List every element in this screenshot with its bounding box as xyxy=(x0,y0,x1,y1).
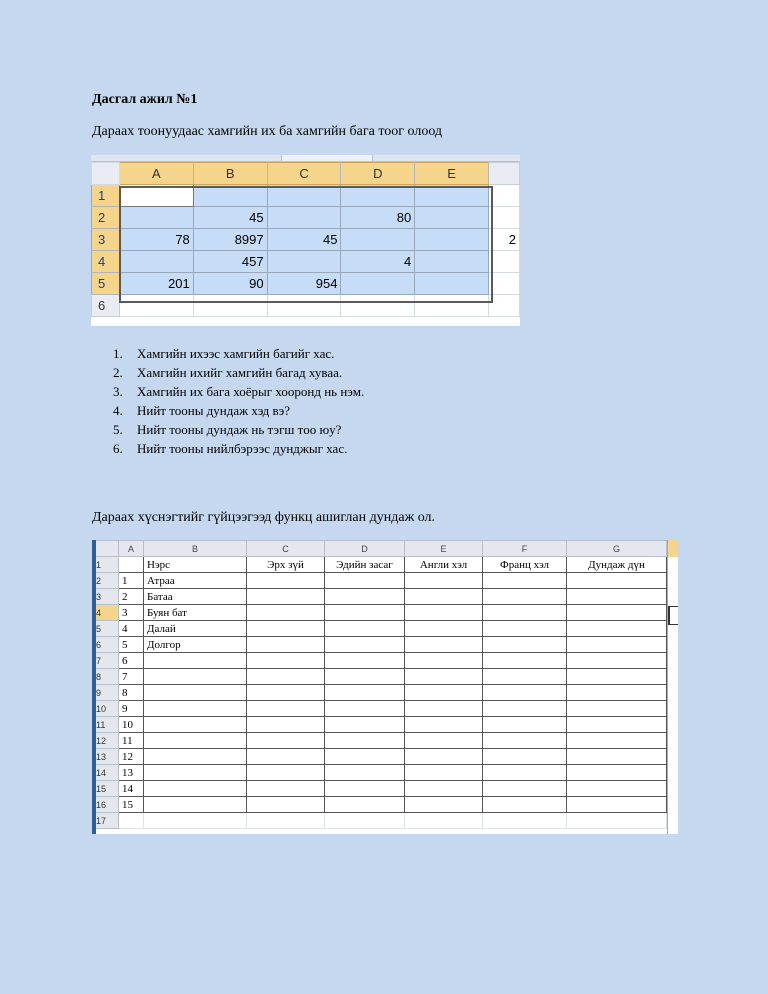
cell[interactable] xyxy=(483,749,567,765)
cell-index[interactable]: 4 xyxy=(119,621,144,637)
list-item xyxy=(92,382,364,401)
list-item xyxy=(92,401,364,420)
cell[interactable] xyxy=(247,669,325,685)
row-header[interactable]: 5 xyxy=(92,273,120,295)
cell[interactable] xyxy=(325,669,405,685)
table-row xyxy=(93,733,667,749)
table-row xyxy=(93,749,667,765)
cell[interactable]: 80 xyxy=(341,207,415,229)
cell[interactable] xyxy=(193,185,267,207)
cell[interactable] xyxy=(325,573,405,589)
row-header[interactable]: 11 xyxy=(93,717,119,733)
cell[interactable] xyxy=(267,185,341,207)
cell[interactable] xyxy=(325,765,405,781)
cell[interactable] xyxy=(341,229,415,251)
cell-name[interactable] xyxy=(144,765,247,781)
cell[interactable] xyxy=(247,749,325,765)
cell[interactable]: 201 xyxy=(119,273,193,295)
cell[interactable] xyxy=(483,637,567,653)
cell-index[interactable]: 9 xyxy=(119,701,144,717)
cell[interactable] xyxy=(325,701,405,717)
row-header[interactable]: 3 xyxy=(93,589,119,605)
row-header[interactable]: 9 xyxy=(93,685,119,701)
list-number: 6. xyxy=(113,441,123,456)
cell[interactable] xyxy=(247,605,325,621)
table-row xyxy=(93,685,667,701)
cell[interactable] xyxy=(483,797,567,813)
row-header[interactable]: 15 xyxy=(93,781,119,797)
cell[interactable] xyxy=(483,733,567,749)
column-header[interactable] xyxy=(489,163,520,185)
table-row xyxy=(93,765,667,781)
cell[interactable] xyxy=(483,717,567,733)
cell[interactable] xyxy=(119,295,193,317)
cell-index[interactable]: 14 xyxy=(119,781,144,797)
row-header[interactable]: 16 xyxy=(93,797,119,813)
table-row xyxy=(93,797,667,813)
table-row xyxy=(93,781,667,797)
ribbon-edge xyxy=(91,155,520,162)
cell[interactable]: 2 xyxy=(489,229,520,251)
cell[interactable] xyxy=(325,685,405,701)
cell[interactable] xyxy=(325,797,405,813)
cell[interactable] xyxy=(119,251,193,273)
cell[interactable]: 90 xyxy=(193,273,267,295)
header-cell-english[interactable]: Англи хэл xyxy=(405,557,483,573)
cell[interactable] xyxy=(247,797,325,813)
list-number: 4. xyxy=(113,403,123,418)
list-text: Нийт тооны дундаж нь тэгш тоо юу? xyxy=(137,422,342,437)
cell[interactable] xyxy=(567,749,667,765)
cell[interactable] xyxy=(483,589,567,605)
cell-name[interactable]: Долгор xyxy=(144,637,247,653)
cell[interactable] xyxy=(483,653,567,669)
cell[interactable] xyxy=(567,797,667,813)
cell[interactable] xyxy=(489,273,520,295)
table-row xyxy=(93,669,667,685)
cell-name[interactable] xyxy=(144,717,247,733)
cell[interactable] xyxy=(405,605,483,621)
active-cell[interactable] xyxy=(119,185,193,207)
list-text: Нийт тооны дундаж хэд вэ? xyxy=(137,403,290,418)
column-header[interactable]: F xyxy=(483,541,567,557)
spreadsheet-1-grid xyxy=(91,162,520,317)
cell-index[interactable]: 12 xyxy=(119,749,144,765)
column-header[interactable]: G xyxy=(567,541,667,557)
column-header[interactable]: D xyxy=(325,541,405,557)
row-header[interactable]: 3 xyxy=(92,229,120,251)
cell[interactable] xyxy=(415,251,489,273)
cell[interactable] xyxy=(247,733,325,749)
cell[interactable] xyxy=(247,621,325,637)
table-row xyxy=(93,701,667,717)
cell[interactable] xyxy=(405,589,483,605)
cell[interactable] xyxy=(489,295,520,317)
cell[interactable] xyxy=(405,717,483,733)
cell[interactable]: 45 xyxy=(193,207,267,229)
cell-name[interactable] xyxy=(144,781,247,797)
cell[interactable] xyxy=(483,621,567,637)
cell[interactable] xyxy=(489,185,520,207)
select-all-corner[interactable] xyxy=(93,541,119,557)
cell[interactable] xyxy=(405,653,483,669)
table-row xyxy=(93,621,667,637)
instruction-1: Дараах тоонуудаас хамгийн их ба хамгийн бага тоог олоод xyxy=(92,124,443,139)
cell-index[interactable]: 1 xyxy=(119,573,144,589)
row-header[interactable]: 2 xyxy=(93,573,119,589)
cell[interactable] xyxy=(267,251,341,273)
cell-index[interactable]: 3 xyxy=(119,605,144,621)
cell[interactable] xyxy=(567,685,667,701)
cell[interactable] xyxy=(405,637,483,653)
cell[interactable] xyxy=(247,813,325,829)
next-column-edge xyxy=(667,540,678,834)
cell-name[interactable] xyxy=(144,701,247,717)
cell-index[interactable]: 8 xyxy=(119,685,144,701)
cell[interactable] xyxy=(341,185,415,207)
cell[interactable] xyxy=(247,781,325,797)
cell[interactable] xyxy=(567,637,667,653)
cell-name[interactable]: Атраа xyxy=(144,573,247,589)
table-row xyxy=(93,605,667,621)
cell[interactable] xyxy=(567,733,667,749)
list-number: 2. xyxy=(113,365,123,380)
page-title: Дасгал ажил №1 xyxy=(92,92,198,107)
cell[interactable] xyxy=(325,653,405,669)
cell[interactable] xyxy=(483,669,567,685)
cell[interactable] xyxy=(483,605,567,621)
cell[interactable] xyxy=(567,589,667,605)
table-row xyxy=(93,653,667,669)
cell[interactable] xyxy=(325,781,405,797)
table-row xyxy=(93,589,667,605)
cell[interactable] xyxy=(405,573,483,589)
row-header[interactable]: 4 xyxy=(93,605,119,621)
cell[interactable] xyxy=(567,621,667,637)
cell-name[interactable]: Буян бат xyxy=(144,605,247,621)
cell[interactable]: 45 xyxy=(267,229,341,251)
cell-name[interactable] xyxy=(144,653,247,669)
list-text: Нийт тооны нийлбэрээс дунджыг хас. xyxy=(137,441,348,456)
cell[interactable] xyxy=(567,717,667,733)
cell-name[interactable] xyxy=(144,733,247,749)
cell[interactable] xyxy=(267,207,341,229)
list-item xyxy=(92,439,364,458)
cell[interactable] xyxy=(325,637,405,653)
cell[interactable] xyxy=(247,765,325,781)
cell[interactable] xyxy=(567,573,667,589)
spreadsheet-2 xyxy=(92,540,678,834)
cell[interactable] xyxy=(567,669,667,685)
column-header[interactable]: A xyxy=(119,163,193,185)
cell-index[interactable]: 10 xyxy=(119,717,144,733)
cell[interactable] xyxy=(119,813,144,829)
cell-name[interactable] xyxy=(144,685,247,701)
cell[interactable]: 457 xyxy=(193,251,267,273)
column-header[interactable]: B xyxy=(144,541,247,557)
row-header[interactable]: 13 xyxy=(93,749,119,765)
cell[interactable] xyxy=(567,813,667,829)
cell[interactable] xyxy=(193,295,267,317)
header-cell-french[interactable]: Франц хэл xyxy=(483,557,567,573)
cell[interactable] xyxy=(483,813,567,829)
cell-index[interactable]: 13 xyxy=(119,765,144,781)
list-number: 3. xyxy=(113,384,123,399)
cell[interactable] xyxy=(405,733,483,749)
cell[interactable] xyxy=(267,295,341,317)
row-header[interactable]: 14 xyxy=(93,765,119,781)
cell-index[interactable]: 15 xyxy=(119,797,144,813)
list-item xyxy=(92,420,364,439)
row-header[interactable]: 12 xyxy=(93,733,119,749)
row-header[interactable]: 2 xyxy=(92,207,120,229)
column-header[interactable]: C xyxy=(247,541,325,557)
header-cell-average[interactable]: Дундаж дүн xyxy=(567,557,667,573)
cell[interactable] xyxy=(567,653,667,669)
row-header[interactable]: 4 xyxy=(92,251,120,273)
row-header[interactable]: 8 xyxy=(93,669,119,685)
cell[interactable]: 4 xyxy=(341,251,415,273)
cell[interactable] xyxy=(483,765,567,781)
cell-index[interactable]: 6 xyxy=(119,653,144,669)
cell[interactable] xyxy=(247,685,325,701)
row-header[interactable]: 17 xyxy=(93,813,119,829)
column-header[interactable]: C xyxy=(267,163,341,185)
table-row xyxy=(93,637,667,653)
cell[interactable] xyxy=(247,637,325,653)
cell-index[interactable]: 7 xyxy=(119,669,144,685)
task-list xyxy=(92,344,364,458)
list-text: Хамгийн ихийг хамгийн багад хуваа. xyxy=(137,365,343,380)
column-header[interactable]: D xyxy=(341,163,415,185)
cell[interactable] xyxy=(405,685,483,701)
cell[interactable] xyxy=(405,749,483,765)
cell[interactable] xyxy=(415,185,489,207)
list-number: 1. xyxy=(113,346,123,361)
cell[interactable] xyxy=(415,273,489,295)
cell[interactable] xyxy=(489,207,520,229)
cell-index[interactable]: 2 xyxy=(119,589,144,605)
list-item xyxy=(92,344,364,363)
cell[interactable] xyxy=(325,813,405,829)
cell[interactable] xyxy=(405,781,483,797)
selection-edge xyxy=(92,540,96,834)
cell[interactable]: 8997 xyxy=(193,229,267,251)
cell[interactable] xyxy=(405,813,483,829)
column-header[interactable]: B xyxy=(193,163,267,185)
cell-name[interactable] xyxy=(144,669,247,685)
cell-name[interactable] xyxy=(144,797,247,813)
cell[interactable] xyxy=(405,621,483,637)
cell[interactable] xyxy=(325,605,405,621)
cell-name[interactable]: Далай xyxy=(144,621,247,637)
cell[interactable] xyxy=(483,685,567,701)
cell[interactable] xyxy=(567,765,667,781)
cell[interactable] xyxy=(405,797,483,813)
list-item xyxy=(92,363,364,382)
row-header[interactable]: 6 xyxy=(93,637,119,653)
table-row xyxy=(93,573,667,589)
header-cell-name[interactable]: Нэрс xyxy=(144,557,247,573)
cell[interactable] xyxy=(325,621,405,637)
row-header[interactable]: 10 xyxy=(93,701,119,717)
cell[interactable] xyxy=(405,765,483,781)
cell[interactable] xyxy=(247,717,325,733)
cell-name[interactable]: Батаа xyxy=(144,589,247,605)
cell[interactable] xyxy=(119,207,193,229)
spreadsheet-2-grid xyxy=(92,540,667,829)
cell-index[interactable]: 5 xyxy=(119,637,144,653)
cell[interactable] xyxy=(483,781,567,797)
list-text: Хамгийн ихээс хамгийн багийг хас. xyxy=(137,346,335,361)
cell[interactable] xyxy=(325,589,405,605)
cell[interactable] xyxy=(341,273,415,295)
row-header[interactable]: 6 xyxy=(92,295,120,317)
cell[interactable] xyxy=(483,701,567,717)
cell[interactable] xyxy=(325,733,405,749)
cell[interactable] xyxy=(415,207,489,229)
cell[interactable] xyxy=(247,701,325,717)
cell[interactable] xyxy=(415,229,489,251)
cell[interactable] xyxy=(325,749,405,765)
header-cell-economics[interactable]: Эдийн засаг xyxy=(325,557,405,573)
table-row xyxy=(93,717,667,733)
row-header[interactable]: 1 xyxy=(93,557,119,573)
row-header[interactable]: 7 xyxy=(93,653,119,669)
column-header[interactable]: E xyxy=(405,541,483,557)
cell-name[interactable] xyxy=(144,749,247,765)
list-number: 5. xyxy=(113,422,123,437)
cell[interactable] xyxy=(489,251,520,273)
cell[interactable]: 954 xyxy=(267,273,341,295)
cell[interactable] xyxy=(483,573,567,589)
cell[interactable] xyxy=(341,295,415,317)
select-all-corner[interactable] xyxy=(92,163,120,185)
cell[interactable]: 78 xyxy=(119,229,193,251)
spreadsheet-1 xyxy=(91,155,520,326)
cell[interactable] xyxy=(247,589,325,605)
cell[interactable] xyxy=(567,605,667,621)
cell[interactable] xyxy=(567,781,667,797)
cell[interactable] xyxy=(119,557,144,573)
cell[interactable] xyxy=(247,653,325,669)
cell[interactable] xyxy=(405,701,483,717)
row-header[interactable]: 5 xyxy=(93,621,119,637)
header-cell-law[interactable]: Эрх зүй xyxy=(247,557,325,573)
cell[interactable] xyxy=(247,573,325,589)
cell[interactable] xyxy=(144,813,247,829)
cell[interactable] xyxy=(567,701,667,717)
list-text: Хамгийн их бага хоёрыг хооронд нь нэм. xyxy=(137,384,365,399)
cell[interactable] xyxy=(325,717,405,733)
instruction-2: Дараах хүснэгтийг гүйцээгээд функц ашиглан дундаж ол. xyxy=(92,510,436,525)
cell-index[interactable]: 11 xyxy=(119,733,144,749)
column-header[interactable]: A xyxy=(119,541,144,557)
cell[interactable] xyxy=(415,295,489,317)
cell[interactable] xyxy=(405,669,483,685)
column-header[interactable]: E xyxy=(415,163,489,185)
row-header[interactable]: 1 xyxy=(92,185,120,207)
